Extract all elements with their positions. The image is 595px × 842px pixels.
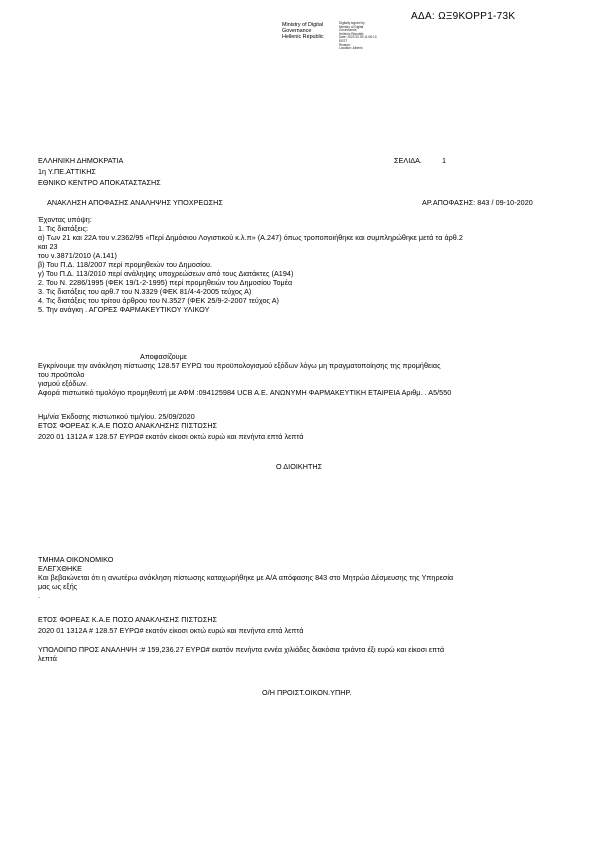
preamble-line: 1. Τις διατάξεις: (38, 224, 89, 233)
finance-section (38, 555, 453, 600)
table2-row: 2020 01 1312Α # 128.57 ΕΥΡΩ# εκατόν είκοσι οκτώ ευρώ και πενήντα επτά λεπτά (38, 626, 304, 635)
decision-text (38, 361, 451, 397)
header-health-region: 1η Υ.ΠΕ.ΑΤΤΙΚΗΣ (38, 167, 96, 176)
signature-detail: Digitally signed by (339, 21, 365, 25)
balance (38, 645, 444, 663)
page-number: 1 (442, 156, 447, 165)
signature-detail: Ministry of Digital (339, 24, 364, 29)
header-organization: ΕΘΝΙΚΟ ΚΕΝΤΡΟ ΑΠΟΚΑΤΑΣΤΑΣΗΣ (38, 178, 161, 187)
document-title: ΑΝΑΚΛΗΣΗ ΑΠΟΦΑΣΗΣ ΑΝΑΛΗΨΗΣ ΥΠΟΧΡΕΩΣΗΣ (47, 198, 223, 207)
director-label: Ο ΔΙΟΙΚΗΤΗΣ (276, 462, 323, 471)
preamble-line: 4. Τις διατάξεις του τρίτου άρθρου του Ν.3527 (ΦΕΚ 25/9-2-2007 τεύχος Α) (38, 296, 279, 305)
signature-line: Governance (282, 28, 312, 35)
finance-statement: μας ως εξής (38, 582, 78, 591)
preamble-line: 3. Τις διατάξεις του αρθ.7 του Ν.3329 (ΦΕΚ 81/4-4-2005 τεύχος Α) (38, 287, 252, 296)
preamble-line: α) Των 21 και 22Α του ν.2362/95 «Περί Δημόσιου Λογιστικού κ.λ.π» (Α.247) όπως τροποποιήθηκε και συμπληρώθηκε μετά τα άρθ.2 (38, 233, 463, 242)
ada-code: ΑΔΑ: ΩΞ9ΚΟΡΡ1-73Κ (411, 11, 516, 22)
signature-line: Ministry of Digital (282, 22, 324, 28)
header-republic: ΕΛΛΗΝΙΚΗ ΔΗΜΟΚΡΑΤΙΑ (38, 156, 124, 165)
finance-department: ΤΜΗΜΑ ΟΙΚΟΝΟΜΙΚΟ (38, 555, 114, 564)
signature-detail: Reason: (339, 42, 351, 47)
balance-line: λεπτά (38, 654, 57, 663)
preamble-line: και 23 (38, 242, 58, 251)
preamble-line: β) Του Π.Δ. 118/2007 περί προμηθειών του Δημοσίου. (38, 260, 213, 269)
preamble-line: Έχοντας υπόψη: (38, 215, 92, 224)
decision-number: ΑΡ.ΑΠΟΦΑΣΗΣ: 843 / 09-10-2020 (422, 198, 533, 207)
finance-checked: ΕΛΕΓΧΘΗΚΕ (38, 564, 82, 573)
finance-statement: . (38, 591, 41, 600)
preamble-line: 2. Του Ν. 2286/1995 (ΦΕΚ 19/1-2-1995) περί προμηθειών του Δημοσίου Τομέα (38, 278, 293, 287)
preamble (38, 215, 463, 314)
table2-header: ΕΤΟΣ ΦΟΡΕΑΣ Κ.Α.Ε ΠΟΣΟ ΑΝΑΚΛΗΣΗΣ ΠΙΣΤΩΣΗΣ (38, 615, 218, 624)
decision-line: του προϋπολο (38, 370, 85, 379)
digital-signature-details (339, 22, 377, 51)
page-label: ΣΕΛΙΔΑ. (394, 156, 422, 165)
signature-detail: Governance, (339, 28, 358, 33)
balance-line: ΥΠΟΛΟΙΠΟ ΠΡΟΣ ΑΝΑΛΗΨΗ :# 159,236.27 ΕΥΡΩ# εκατόν πενήντα εννέα χιλιάδες διακόσια τριάντα έξι ευρώ και είκοσι επτά (38, 645, 445, 654)
decision-line: γισμού εξόδων. (38, 379, 88, 388)
signature-detail: EEST (339, 38, 348, 43)
decision-heading: Αποφασίζουμε (140, 352, 188, 361)
signature-detail: Date: 2020.10.09 11:06:13 (339, 35, 377, 40)
signature-detail: Location: Athens (339, 46, 363, 51)
preamble-line: 5. Την ανάγκη . ΑΓΟΡΕΣ ΦΑΡΜΑΚΕΥΤΙΚΟΥ ΥΛΙΚΟΥ (38, 305, 210, 314)
finance-statement: Και βεβαιώνεται ότι η ανωτέρω ανάκληση πίστωσης καταχωρήθηκε με Α/Α απόφασης 843 στο Μητρώο Δέσμευσης της Υπηρεσία (38, 573, 454, 582)
table1-header: ΕΤΟΣ ΦΟΡΕΑΣ Κ.Α.Ε ΠΟΣΟ ΑΝΑΚΛΗΣΗΣ ΠΙΣΤΩΣΗΣ (38, 421, 218, 430)
issue-date: Ημ/νία Έκδοσης πιστωτικού τιμ/γίου. 25/09/2020 (38, 412, 195, 421)
digital-signature-label (282, 22, 324, 40)
head-of-finance-label: Ο/Η ΠΡΟΙΣΤ.ΟΙΚΟΝ.ΥΠΗΡ. (262, 688, 352, 697)
table1-row: 2020 01 1312Α # 128.57 ΕΥΡΩ# εκατόν είκοσι οκτώ ευρώ και πενήντα επτά λεπτά (38, 432, 304, 441)
signature-detail: Hellenic Republic (339, 31, 364, 36)
signature-line: Hellenic Republic (282, 34, 324, 41)
decision-line: Αφορά πιστωτικό τιμολόγιο προμηθευτή με ΑΦΜ :094125984 UCB A.E. ΑΝΩΝΥΜΗ ΦΑΡΜΑΚΕΥΤΙΚΗ ΕΤΑΙΡΕΙΑ Αριθμ. . Α5/550 (38, 388, 452, 397)
decision-line: Εγκρίνουμε την ανάκληση πίστωσης 128.57 ΕΥΡΩ του προϋπολογισμού εξόδων λόγω μη πραγματοποίησης της προμήθειας (38, 361, 441, 370)
preamble-line: του ν.3871/2010 (Α.141) (38, 251, 117, 260)
preamble-line: γ) Του Π.Δ. 113/2010 περί ανάληψης υποχρεώσεων από τους Διατάκτες (Α194) (38, 269, 294, 278)
